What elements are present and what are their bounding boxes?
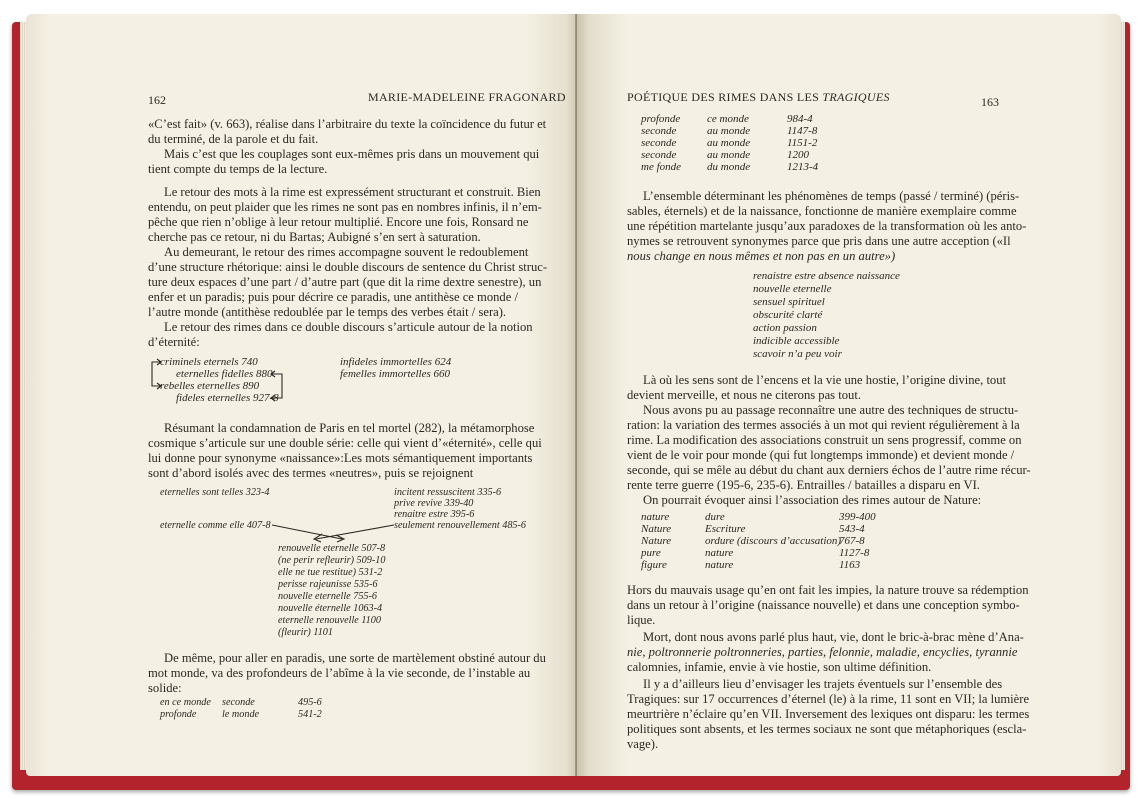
table-cell: 1127-8 — [839, 547, 870, 559]
text-line: cherche pas ce retour, ni du Bartas; Aubigné s’en sert à saturation. — [148, 230, 481, 244]
text-line: enfer et un paradis; puis pour décrire ce paradis, une antithèse ce monde / — [148, 290, 518, 304]
table-cell: 767-8 — [839, 535, 865, 547]
text-line: du terminé, de la parole et du fait. — [148, 132, 319, 146]
text-line: d’une structure rhétorique: ainsi le double discours de sentence du Christ struc- — [148, 260, 548, 274]
text-line: rente terre guerre (195-6, 235-6). Entrailles / batailles a disparu en VI. — [627, 478, 980, 492]
text-line: mot monde, va des profondeurs de l’abîme à la vie seconde, de l’instable au — [148, 666, 531, 680]
diagram-item: seulement renouvellement 485-6 — [394, 520, 527, 531]
text-line: nie, poltronnerie poltronneries, parties, felonnie, maladie, encyclies, tyrannie — [627, 645, 1018, 659]
table-cell: ordure (discours d’accusation) — [705, 535, 842, 547]
text-line: Au demeurant, le retour des rimes accompagne souvent le redoublement — [164, 245, 529, 259]
table-cell: me fonde — [641, 161, 682, 173]
text-line: d’éternité: — [148, 335, 200, 349]
rhyme-pair: nouvelle eternelle — [753, 283, 832, 295]
text-line: On pourrait évoquer ainsi l’association des rimes autour de Nature: — [643, 493, 982, 507]
text-line: nymes se retrouvent synonymes parce que pris dans une autre acception («Il — [627, 234, 1011, 248]
text-line: l’autre monde (antithèse redoublée par le temps des verbes était / sera). — [148, 305, 507, 319]
text-line: pêche que rien n’oblige à leur retour multiplié. Encore une fois, Ronsard ne — [148, 215, 529, 229]
table-cell: 495-6 — [298, 697, 322, 708]
text-line: Le retour des rimes dans ce double discours s’articule autour de la notion — [164, 320, 533, 334]
diagram-item: renouvelle eternelle 507-8 — [278, 543, 386, 554]
diagram-item: elle ne tue restitue) 531-2 — [278, 567, 383, 578]
text-line: ture deux espaces d’une part / d’autre part (que dit la rime dextre senestre), un — [148, 275, 542, 289]
text-line: Mais c’est que les couplages sont eux-mêmes pris dans un mouvement qui — [164, 147, 540, 161]
rhyme-pair: renaistre estre absence naissance — [753, 270, 900, 282]
diagram-item: eternelle renouvelle 1100 — [278, 615, 381, 626]
rhyme-pair: fideles eternelles 927-8 — [176, 392, 279, 404]
rhyme-pair: infideles immortelles 624 — [340, 356, 452, 368]
text-line: Il y a d’ailleurs lieu d’envisager les trajets éventuels sur l’ensemble des — [643, 677, 1003, 691]
page-number: 163 — [981, 95, 999, 109]
text-line: Hors du mauvais usage qu’en ont fait les impies, la nature trouve sa rédemption — [627, 583, 1029, 597]
table-cell: seconde — [641, 137, 677, 149]
table-cell: profonde — [641, 113, 681, 125]
text-line: tient compte du temps de la lecture. — [148, 162, 328, 176]
rhyme-pair: femelles immortelles 660 — [340, 368, 450, 380]
diagram-item: nouvelle eternelle 755-6 — [278, 591, 378, 602]
text-line: Résumant la condamnation de Paris en tel mortel (282), la métamorphose — [164, 421, 535, 435]
table-cell: dure — [705, 511, 725, 523]
page-number: 162 — [148, 93, 166, 107]
text-line: sables, éternels) et de la naissance, fonctionne de manière exemplaire comme — [627, 204, 1017, 218]
text-line: entendu, on peut plaider que les rimes ne sont pas en nombres infinis, il n’em- — [148, 200, 542, 214]
table-cell: 1151-2 — [787, 137, 818, 149]
table-cell: au monde — [707, 149, 751, 161]
table-cell: au monde — [707, 125, 751, 137]
running-header — [627, 91, 890, 103]
text-line: seconde, qui se mêle au début du chant aux derniers échos de l’autre rime récur- — [627, 463, 1031, 477]
text-line: cosmique s’articule sur une double série: celle qui vient d’«éternité», celle qui — [148, 436, 542, 450]
left-page — [26, 14, 577, 776]
table-cell: pure — [641, 547, 661, 559]
table-cell: 543-4 — [839, 523, 865, 535]
text-line: lui donne pour synonyme «naissance»:Les mots sémantiquement importants — [148, 451, 533, 465]
diagram-item: incitent ressuscitent 335-6 — [394, 487, 502, 498]
diagram-item: eternelle comme elle 407-8 — [160, 520, 271, 531]
text-line: solide: — [148, 681, 182, 695]
table-cell: en ce monde — [160, 697, 211, 708]
table-cell: du monde — [707, 161, 751, 173]
table-cell: 1213-4 — [787, 161, 819, 173]
text-line: devient merveille, et nous ne citerons pas tout. — [627, 388, 861, 402]
table-cell: 1200 — [787, 149, 809, 161]
rhyme-pair: criminels eternels 740 — [160, 356, 258, 368]
text-line: ration: la variation des termes associés à un mot qui revient régulièrement à la — [627, 418, 1020, 432]
text-line: une répétition martelante jusqu’aux paradoxes de la transformation où les anto- — [627, 219, 1027, 233]
text-line: Nous avons pu au passage reconnaître une autre des techniques de structu- — [643, 403, 1019, 417]
diagram-item: renaitre estre 395-6 — [394, 509, 475, 520]
text-line: dans un retour à l’origine (naissance nouvelle) et dans une conception symbo- — [627, 598, 1020, 612]
diagram-item: eternelles sont telles 323-4 — [160, 487, 270, 498]
running-header-italic: TRAGIQUES — [822, 90, 890, 104]
text-line: rime. La modification des associations construit un sens progressif, comme on — [627, 433, 1022, 447]
table-cell: seconde — [641, 149, 677, 161]
rhyme-pair: eternelles fidelles 880 — [176, 368, 273, 380]
table-cell: 399-400 — [839, 511, 876, 523]
table-cell: 1163 — [839, 559, 861, 571]
text-line: vage). — [627, 737, 659, 751]
rhyme-pair: sensuel spirituel — [753, 296, 825, 308]
table-cell: nature — [705, 547, 734, 559]
table-cell: figure — [641, 559, 667, 571]
running-header: MARIE-MADELEINE FRAGONARD — [368, 90, 566, 104]
diagram-item: perisse rajeunisse 535-6 — [278, 579, 378, 590]
rhyme-pair: rebelles eternelles 890 — [160, 380, 260, 392]
table-cell: nature — [705, 559, 734, 571]
rhyme-pair: obscurité clarté — [753, 309, 823, 321]
running-header-text: POÉTIQUE DES RIMES DANS LES — [627, 90, 820, 104]
text-line: Là où les sens sont de l’encens et la vie une hostie, l’origine divine, tout — [643, 373, 1007, 387]
table-cell: 1147-8 — [787, 125, 818, 137]
right-page — [577, 14, 1121, 776]
text-line: politiques sont absents, et les termes sociaux ne sont que métaphoriques (escla- — [627, 722, 1027, 736]
table-cell: seconde — [641, 125, 677, 137]
table-cell: Escriture — [705, 523, 746, 535]
diagram-item: prive revive 339-40 — [394, 498, 474, 509]
text-line: Le retour des mots à la rime est expressément structurant et construit. Bien — [164, 185, 541, 199]
text-line: sont d’abord isolés avec des termes «neutres», puis se rejoignent — [148, 466, 474, 480]
text-line: De même, pour aller en paradis, une sorte de martèlement obstiné autour du — [164, 651, 546, 665]
diagram-item: nouvelle éternelle 1063-4 — [278, 603, 383, 614]
text-line: meurtrière n’éclaire qu’en VII. Inversement des lexiques ont disparu: les termes — [627, 707, 1030, 721]
text-line: Mort, dont nous avons parlé plus haut, vie, dont le bric-à-brac mène d’Ana- — [643, 630, 1024, 644]
table-cell: le monde — [222, 709, 260, 720]
diagram-item: (ne perir refleurir) 509-10 — [278, 555, 386, 566]
table-cell: 541-2 — [298, 709, 322, 720]
table-cell: Nature — [641, 523, 672, 535]
rhyme-pair: scavoir n’a peu voir — [753, 348, 842, 360]
table-cell: Nature — [641, 535, 672, 547]
rhyme-pair: indicible accessible — [753, 335, 840, 347]
text-line: lique. — [627, 613, 656, 627]
text-line: «C’est fait» (v. 663), réalise dans l’arbitraire du texte la coïncidence du futur et — [148, 117, 547, 131]
diagram-item: (fleurir) 1101 — [278, 627, 333, 638]
table-cell: seconde — [222, 697, 255, 708]
table-cell: 984-4 — [787, 113, 813, 125]
table-cell: nature — [641, 511, 670, 523]
text-line: L’ensemble déterminant les phénomènes de temps (passé / terminé) (péris- — [643, 189, 1020, 203]
table-cell: ce monde — [707, 113, 749, 125]
text-line: vient de le voir pour monde (qui fut longtemps immonde) et devient monde / — [627, 448, 1015, 462]
rhyme-pair: action passion — [753, 322, 817, 334]
text-line: Tragiques: sur 17 occurrences d’éternel (le) à la rime, 11 sont en VII; la lumière — [627, 692, 1030, 706]
text-line: calomnies, infamie, envie à vie hostie, son ultime définition. — [627, 660, 932, 674]
table-cell: profonde — [160, 709, 197, 720]
text-line: nous change en nous mêmes et non pas en un autre») — [627, 249, 896, 263]
table-cell: au monde — [707, 137, 751, 149]
